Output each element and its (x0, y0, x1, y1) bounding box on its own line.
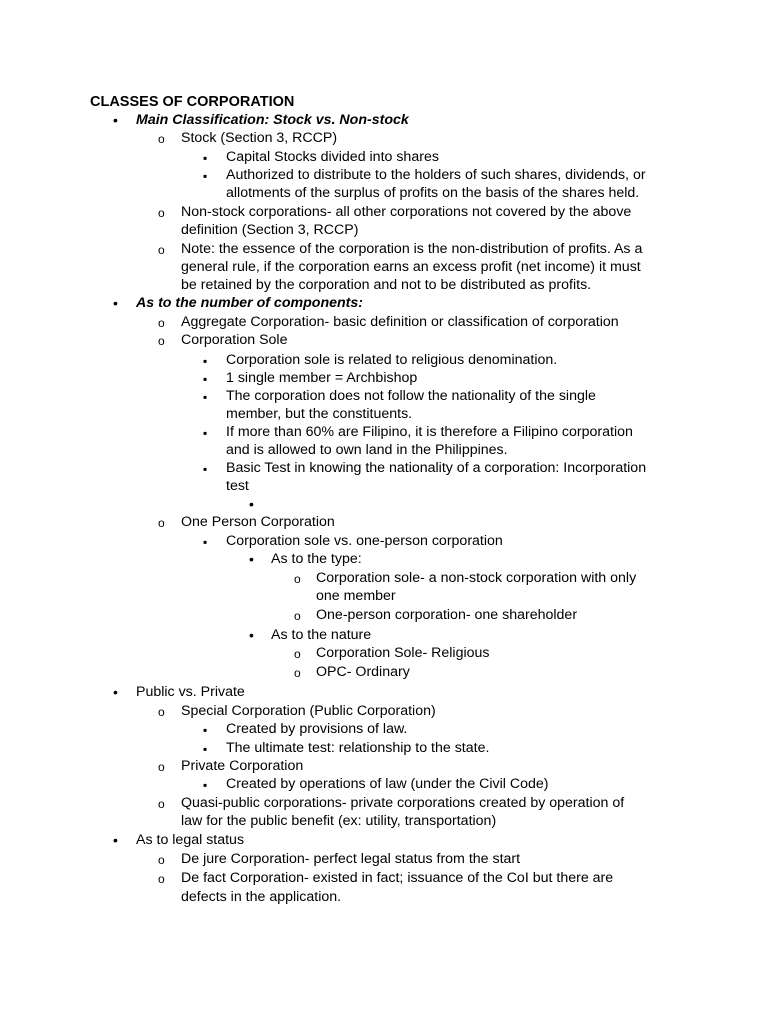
list-item-text: Basic Test in knowing the nationality of a corporation: Incorporation (226, 460, 647, 476)
list-bullet-icon (158, 240, 165, 259)
list-bullet-icon (203, 720, 207, 739)
list-item-text: member, but the constituents. (226, 406, 413, 422)
list-item-text: Special Corporation (Public Corporation) (181, 703, 436, 719)
list-item-text: Corporation Sole (181, 332, 288, 348)
list-item-text: 1 single member = Archbishop (226, 370, 418, 386)
list-bullet-icon (203, 423, 207, 442)
list-bullet-icon (203, 739, 207, 758)
list-bullet-icon (113, 294, 118, 312)
list-bullet-icon (203, 775, 207, 794)
list-item-text: Non-stock corporations- all other corporations not covered by the above (181, 204, 632, 220)
list-item-text: law for the public benefit (ex: utility, transportation) (181, 813, 497, 829)
list-bullet-icon (158, 757, 165, 776)
list-bullet-icon (249, 495, 254, 513)
list-bullet-icon (203, 387, 207, 406)
list-item-text: OPC- Ordinary (316, 664, 410, 680)
list-bullet-icon (158, 869, 165, 888)
list-bullet-icon (249, 626, 254, 644)
list-item-text: general rule, if the corporation earns an excess profit (net income) it must (181, 259, 641, 275)
list-item-text: The ultimate test: relationship to the state. (226, 740, 490, 756)
list-item-text: and is allowed to own land in the Philippines. (226, 442, 508, 458)
list-item-text: The corporation does not follow the nationality of the single (226, 388, 596, 404)
list-bullet-icon (294, 606, 301, 625)
list-bullet-icon (203, 166, 207, 185)
list-item-text: one member (316, 588, 396, 604)
list-bullet-icon (203, 369, 207, 388)
list-item-text: Private Corporation (181, 758, 304, 774)
list-bullet-icon (203, 459, 207, 478)
list-item-text: As to the type: (271, 551, 362, 567)
list-bullet-icon (203, 351, 207, 370)
list-item-text: Capital Stocks divided into shares (226, 149, 439, 165)
list-bullet-icon (294, 569, 301, 588)
list-bullet-icon (203, 148, 207, 167)
list-item-text: Quasi-public corporations- private corporations created by operation of (181, 795, 625, 811)
list-bullet-icon (158, 313, 165, 332)
list-item-text: Created by provisions of law. (226, 721, 408, 737)
list-bullet-icon (158, 702, 165, 721)
page-title: CLASSES OF CORPORATION (90, 94, 295, 110)
list-item-text: As to the nature (271, 627, 372, 643)
list-bullet-icon (113, 831, 118, 849)
list-bullet-icon (158, 203, 165, 222)
list-item-text: definition (Section 3, RCCP) (181, 222, 359, 238)
list-item-text: If more than 60% are Filipino, it is therefore a Filipino corporation (226, 424, 633, 440)
list-bullet-icon (113, 111, 118, 129)
list-item-text: Stock (Section 3, RCCP) (181, 130, 338, 146)
list-bullet-icon (158, 850, 165, 869)
list-item-text: Corporation Sole- Religious (316, 645, 490, 661)
list-item-text: De jure Corporation- perfect legal status from the start (181, 851, 521, 867)
list-item-text: be retained by the corporation and not to be distributed as profits. (181, 277, 592, 293)
list-item-text: As to legal status (136, 832, 245, 848)
list-bullet-icon (294, 644, 301, 663)
list-bullet-icon (158, 129, 165, 148)
list-bullet-icon (158, 331, 165, 350)
list-item-text: Authorized to distribute to the holders of such shares, dividends, or (226, 167, 646, 183)
list-item-text: One-person corporation- one shareholder (316, 607, 578, 623)
list-item-text: allotments of the surplus of profits on the basis of the shares held. (226, 185, 640, 201)
list-item-text: defects in the application. (181, 889, 342, 905)
list-item-text: Main Classification: Stock vs. Non-stock (136, 112, 409, 128)
list-item-text: Public vs. Private (136, 684, 245, 700)
list-item-text: De fact Corporation- existed in fact; issuance of the CoI but there are (181, 870, 614, 886)
list-bullet-icon (294, 663, 301, 682)
list-item-text: test (226, 478, 249, 494)
list-bullet-icon (158, 513, 165, 532)
list-item-text: Corporation sole is related to religious denomination. (226, 352, 558, 368)
list-item-text: Aggregate Corporation- basic definition or classification of corporation (181, 314, 619, 330)
list-item-text: One Person Corporation (181, 514, 335, 530)
list-item-text: Created by operations of law (under the Civil Code) (226, 776, 549, 792)
list-item-text: Note: the essence of the corporation is the non-distribution of profits. As a (181, 241, 643, 257)
list-bullet-icon (113, 683, 118, 701)
list-bullet-icon (249, 550, 254, 568)
list-item-text: As to the number of components: (136, 295, 363, 311)
list-bullet-icon (158, 794, 165, 813)
list-item-text: Corporation sole- a non-stock corporation with only (316, 570, 637, 586)
list-item-text: Corporation sole vs. one-person corporation (226, 533, 503, 549)
list-bullet-icon (203, 532, 207, 551)
